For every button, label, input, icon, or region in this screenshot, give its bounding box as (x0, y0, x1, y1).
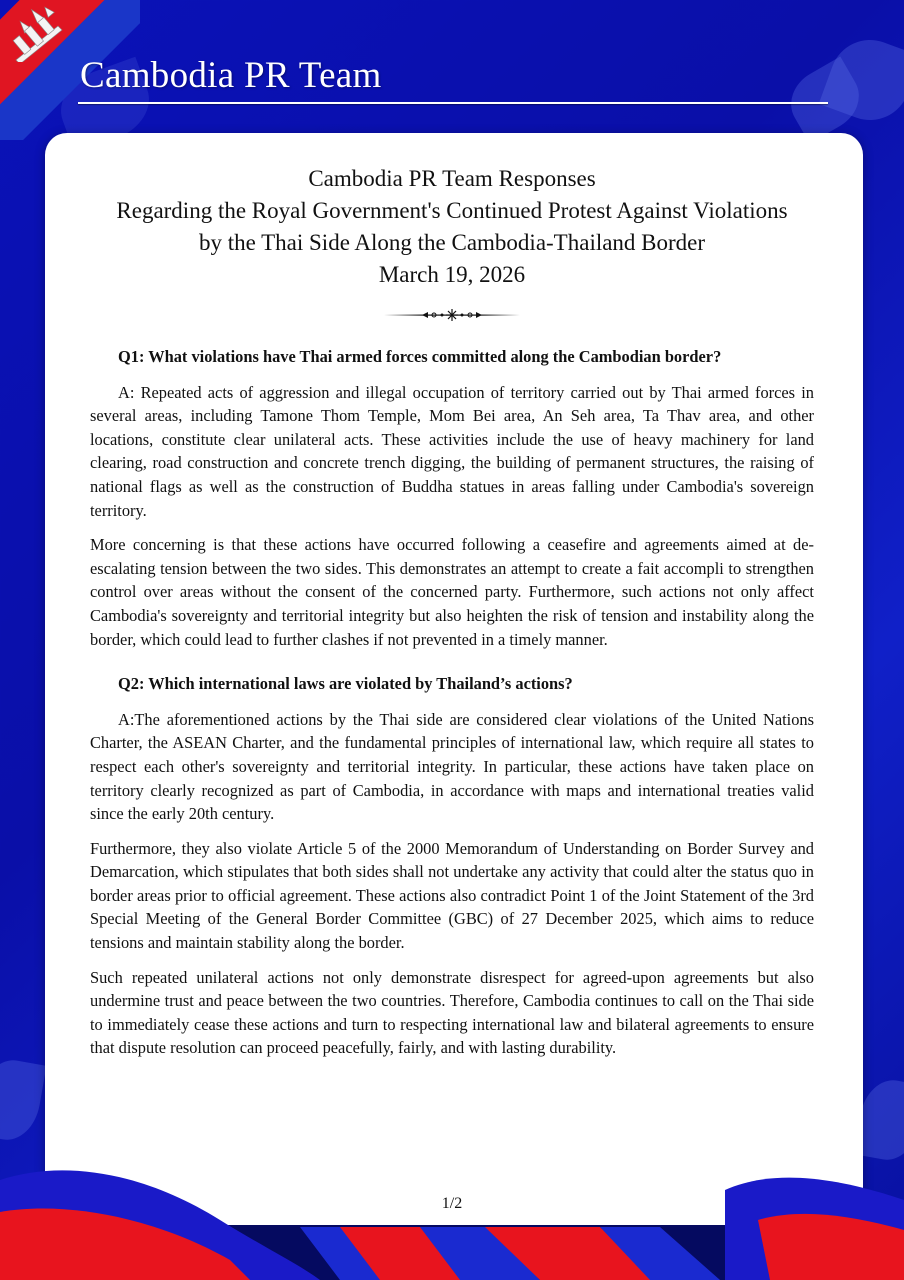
header-divider (78, 102, 828, 104)
angkor-temple-icon (6, 6, 64, 62)
page-number: 1/2 (441, 1195, 463, 1212)
body-paragraph: More concerning is that these actions have occurred following a ceasefire and agreements aimed at de-escalating tension between the two sides. This demonstrates an attempt to create a fait accompli to strengthen control over areas without the consent of the concerned party. Furthermore, such actions not only affect Cambodia's sovereignty and territorial integrity but also heighten the risk of tension and instability along the border, which could lead to further clashes if not prevented in a timely manner. (90, 535, 814, 649)
body-paragraph: Furthermore, they also violate Article 5 of the 2000 Memorandum of Understanding on Border Survey and Demarcation, which stipulates that both sides shall not undertake any activity that could alter the status quo in border areas prior to official agreement. These actions also contradict Point 1 of the Joint Statement of the 3rd Special Meeting of the General Border Committee (GBC) of 27 December 2025, which aims to reduce tensions and maintain stability along the border. (90, 838, 814, 953)
document-title (0, 163, 904, 291)
body-paragraph: Such repeated unilateral actions not only demonstrate disrespect for agreed-upon agreements but also undermine trust and peace between the two countries. Therefore, Cambodia continues to call on the Thai side to immediately cease these actions and turn to respecting international law and bilateral agreements to ensure that dispute resolution can proceed peacefully, fairly, and with lasting durability. (90, 967, 814, 1058)
header-title: Cambodia PR Team (80, 55, 382, 96)
title-line: by the Thai Side Along the Cambodia-Thailand Border (198, 230, 706, 255)
ornamental-divider-icon (384, 308, 520, 322)
answer-paragraph: A: Repeated acts of aggression and illegal occupation of territory carried out by Thai armed forces in several areas, including Tamone Thom Temple, Mom Bei area, An Seh area, Ta Thav area, and other locations, constitute clear unilateral acts. These activities include the use of heavy machinery for land clearing, road construction and concrete trench digging, the building of permanent structures, the raising of national flags as well as the construction of Buddha statues in areas falling under Cambodia's sovereign territory. (90, 382, 814, 520)
document-date: March 19, 2026 (378, 262, 526, 287)
document-body (90, 345, 814, 1071)
title-line: Regarding the Royal Government's Continued Protest Against Violations (116, 198, 788, 223)
question-heading: Q2: Which international laws are violated by Thailand’s actions? (118, 674, 573, 694)
answer-paragraph: A:The aforementioned actions by the Thai side are considered clear violations of the United Nations Charter, the ASEAN Charter, and the fundamental principles of international law, which require all states to respect each other's sovereignty and territorial integrity. In particular, these actions have taken place on territory clearly recognized as part of Cambodia, in accordance with maps and international treaties valid since the early 20th century. (90, 709, 814, 824)
question-heading: Q1: What violations have Thai armed forces committed along the Cambodian border? (118, 347, 722, 366)
title-line: Cambodia PR Team Responses (308, 166, 596, 191)
